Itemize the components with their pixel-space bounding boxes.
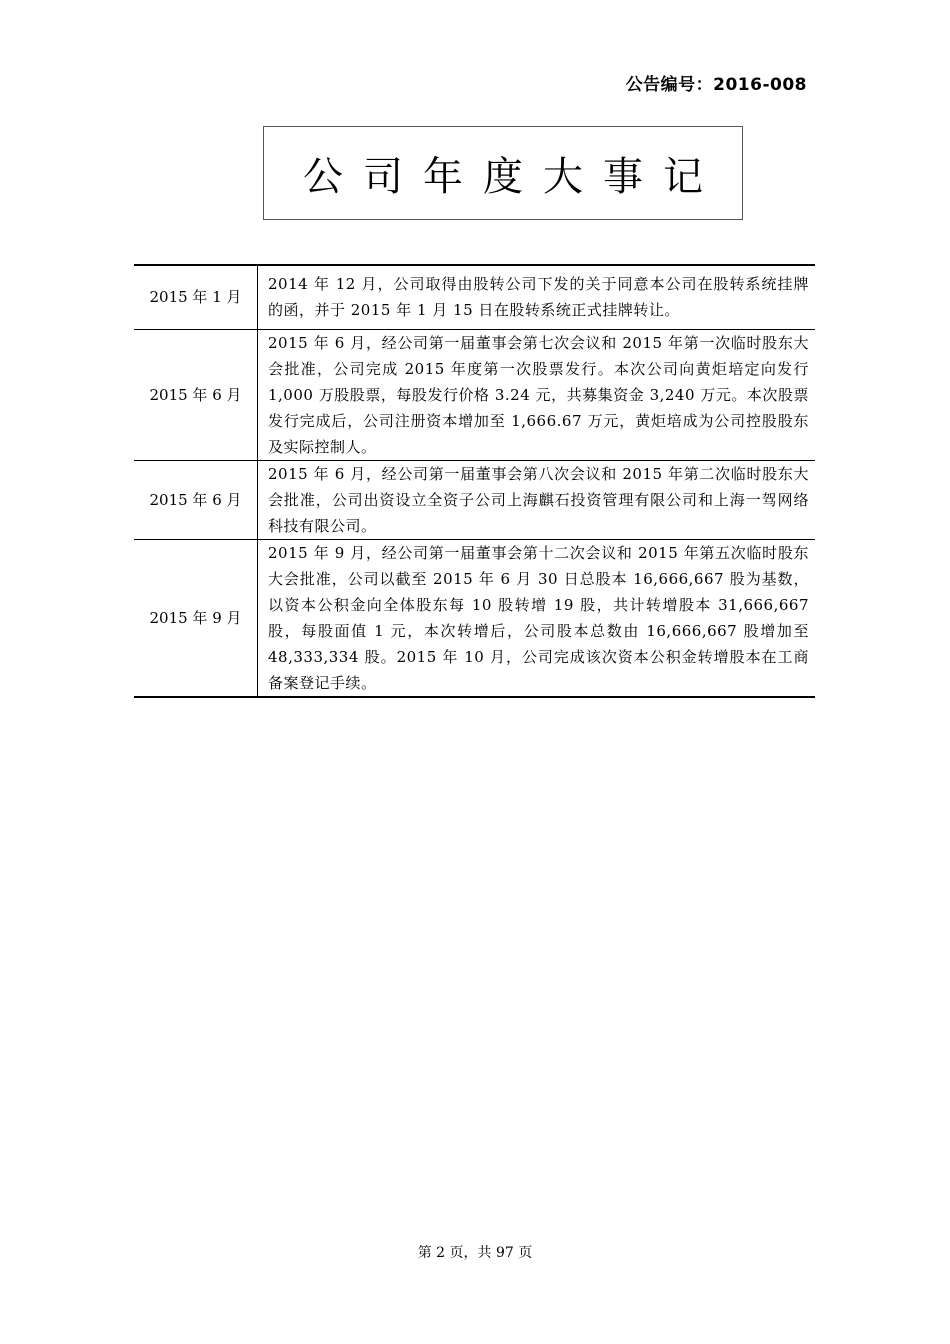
event-date: 2015 年 6 月 [134,460,258,539]
table-row [134,460,815,539]
events-table [134,264,815,698]
event-description: 2015 年 6 月，经公司第一届董事会第八次会议和 2015 年第二次临时股东大会批准，公司出资设立全资子公司上海麒石投资管理有限公司和上海一驾网络科技有限公司。 [258,460,816,539]
page-title: 公司年度大事记 [303,153,723,200]
event-date: 2015 年 9 月 [134,539,258,697]
event-description: 2015 年 9 月，经公司第一届董事会第十二次会议和 2015 年第五次临时股东大会批准，公司以截至 2015 年 6 月 30 日总股本 16,666,667 股为基数，以资本公积金向全体股东每 10 股转增 19 股，共计转增股本 31,666,667 股，每股面值 1 元，本次转增后，公司股本总数由 16,666,667 股增加至 48,333,334 股。2015 年 10 月，公司完成该次资本公积金转增股本在工商备案登记手续。 [258,539,816,697]
event-description: 2014 年 12 月，公司取得由股转公司下发的关于同意本公司在股转系统挂牌的函，并于 2015 年 1 月 15 日在股转系统正式挂牌转让。 [258,265,816,329]
event-description: 2015 年 6 月，经公司第一届董事会第七次会议和 2015 年第一次临时股东大会批准，公司完成 2015 年度第一次股票发行。本次公司向黄炬培定向发行 1,000 万股股票，每股发行价格 3.24 元，共募集资金 3,240 万元。本次股票发行完成后，公司注册资本增加至 1,666.67 万元，黄炬培成为公司控股股东及实际控制人。 [258,329,816,460]
table-row [134,539,815,697]
title-box [263,126,743,220]
page-footer: 第 2 页，共 97 页 [417,1245,533,1261]
event-date: 2015 年 1 月 [134,265,258,329]
table-row [134,265,815,329]
announcement-number: 公告编号：2016-008 [625,75,807,95]
event-date: 2015 年 6 月 [134,329,258,460]
table-row [134,329,815,460]
